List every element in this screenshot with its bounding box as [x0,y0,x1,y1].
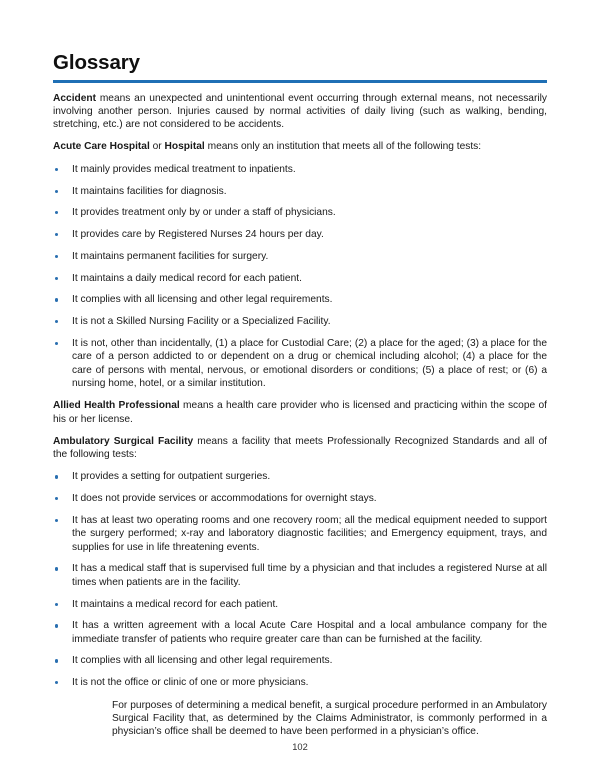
list-item-text: It does not provide services or accommodations for overnight stays. [72,493,377,505]
list-item-text: It maintains a daily medical record for each patient. [72,272,302,284]
list-item [53,514,547,554]
list-item [53,337,547,390]
list-item-text: It has a written agreement with a local Acute Care Hospital and a local ambulance company for the immediate transfer of patients who require greater care than can be furnished at the facility. [72,620,547,645]
list-item-text: It provides care by Registered Nurses 24 hours per day. [72,229,324,241]
term-allied-health-professional: Allied Health Professional [53,400,180,412]
list-item [53,272,547,285]
list-item-text: It complies with all licensing and other legal requirements. [72,655,333,667]
term-hospital: Hospital [164,141,205,153]
acute-care-hospital-tests-list [53,163,547,391]
bullet-dot-icon [55,567,58,570]
bullet-dot-icon [55,624,58,627]
page-title: Glossary [53,51,140,74]
page-content [53,52,547,738]
bullet-dot-icon [55,342,58,345]
list-item [53,206,547,219]
bullet-dot-icon [55,190,58,193]
page-footer [0,742,600,752]
list-item [53,163,547,176]
list-item-text: It is not a Skilled Nursing Facility or a Specialized Facility. [72,316,331,328]
list-item-text: It is not the office or clinic of one or more physicians. [72,677,309,689]
bullet-dot-icon [55,211,58,214]
bullet-dot-icon [55,320,58,323]
list-item [53,228,547,241]
list-item-text: It maintains facilities for diagnosis. [72,185,227,197]
list-item [53,562,547,589]
glossary-entry-accident [53,92,547,132]
list-item [53,619,547,646]
bullet-dot-icon [55,255,58,258]
list-item-text: It has a medical staff that is supervised full time by a physician and that includes a registered Nurse at all times when patients are in the facility. [72,563,547,588]
term-accident: Accident [53,92,97,104]
connector-or: or [149,141,165,153]
list-item-text: It complies with all licensing and other legal requirements. [72,294,333,306]
bullet-dot-icon [55,659,58,662]
list-item [53,598,547,611]
bullet-dot-icon [55,497,58,500]
list-item-text: It has at least two operating rooms and one recovery room; all the medical equipment needed to support the surgery performed; x-ray and laboratory diagnostic facilities; and Emergency equipment, trays, and supplies for use in life threatening events. [72,515,547,553]
list-item [53,315,547,328]
list-item [53,492,547,505]
bullet-dot-icon [55,681,58,684]
bullet-dot-icon [55,519,58,522]
page-number: 102 [292,742,308,752]
bullet-dot-icon [55,298,58,301]
list-item-text: It maintains a medical record for each patient. [72,598,279,610]
bullet-dot-icon [55,603,58,606]
list-item [53,250,547,263]
bullet-dot-icon [55,168,58,171]
ambulatory-surgical-facility-note: For purposes of determining a medical benefit, a surgical procedure performed in an Ambulatory Surgical Facility that, as determined by the Claims Administrator, is commonly performed in a physician’s office shall be deemed to have been performed in a physician’s office. [112,699,547,738]
list-item [53,676,547,689]
ambulatory-surgical-facility-tests-list [53,470,547,689]
term-ambulatory-surgical-facility: Ambulatory Surgical Facility [53,435,194,447]
list-item-text: It is not, other than incidentally, (1) a place for Custodial Care; (2) a place for the aged; (3) a place for the care of a person addicted to or dependent on a drug or chemical including alcohol; (4) a place for the care of persons with mental, nervous, or emotional disorders or conditions; (5) a place of rest; or (6) a nursing home, hotel, or a similar institution. [72,338,547,389]
definition-acute-care-hospital: means only an institution that meets all of the following tests: [204,141,482,153]
definition-allied-health-professional: means a health care provider who is licensed and practicing within the scope of his or her license. [53,400,547,425]
list-item [53,293,547,306]
title-underline-rule [53,80,547,83]
list-item [53,654,547,667]
bullet-dot-icon [55,277,58,280]
list-item [53,470,547,483]
glossary-entry-acute-care-hospital [53,140,547,153]
list-item-text: It provides treatment only by or under a staff of physicians. [72,207,336,219]
glossary-entry-allied-health-professional [53,399,547,426]
list-item [53,185,547,198]
glossary-entry-ambulatory-surgical-facility [53,435,547,462]
term-acute-care-hospital: Acute Care Hospital [53,141,150,153]
list-item-text: It maintains permanent facilities for surgery. [72,250,269,262]
definition-ambulatory-surgical-facility: means a facility that meets Professionally Recognized Standards and all of the following tests: [53,435,547,461]
bullet-dot-icon [55,233,58,236]
list-item-text: It provides a setting for outpatient surgeries. [72,471,271,483]
definition-accident: means an unexpected and unintentional event occurring through external means, not necessarily involving another person. Injuries caused by normal activities of daily living (such as walking, bending, stretching, etc.) are not considered to be accidents. [53,92,547,131]
list-item-text: It mainly provides medical treatment to inpatients. [72,163,296,175]
bullet-dot-icon [55,475,58,478]
